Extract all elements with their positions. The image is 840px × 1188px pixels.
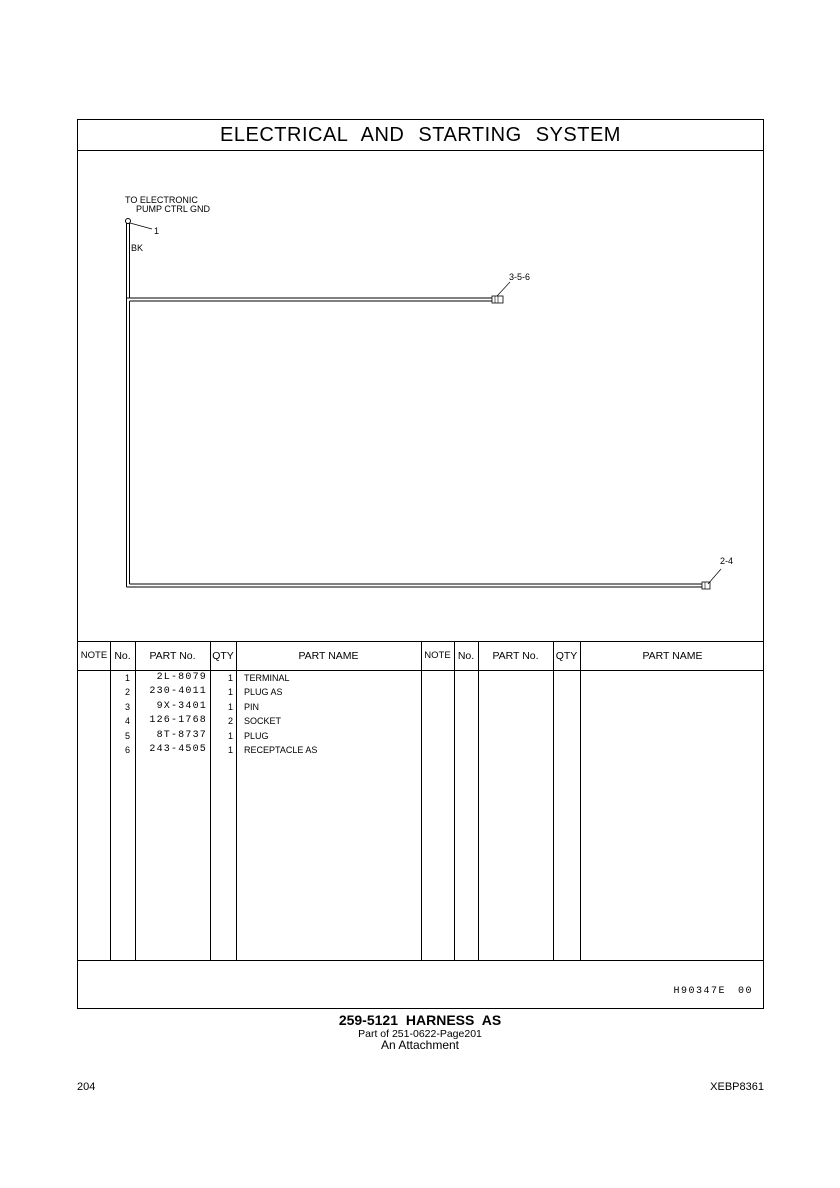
caption-attachment: An Attachment: [380, 1038, 460, 1052]
parts-sheet-frame: [77, 119, 764, 1009]
harness-diagram: [78, 150, 763, 641]
revision-number: 00: [737, 986, 753, 997]
harness-wire: [127, 223, 703, 587]
terminal-ring: [126, 219, 131, 224]
header-no: No.: [114, 650, 131, 662]
leader-24: [708, 569, 721, 584]
header-qty-right: QTY: [555, 650, 578, 662]
illustration-code: [673, 986, 753, 997]
page-title: ELECTRICAL AND STARTING SYSTEM: [78, 120, 763, 151]
header-no-right: No.: [457, 650, 475, 662]
page-number: 204: [77, 1081, 96, 1093]
document-id: XEBP8361: [710, 1081, 764, 1093]
destination-callout: [125, 196, 210, 214]
header-part-name: PART NAME: [298, 650, 359, 662]
header-note: NOTE: [80, 650, 108, 661]
callout-24: 2-4: [720, 556, 734, 566]
illustration-number: H90347E: [673, 986, 726, 997]
header-note-right: NOTE: [424, 650, 451, 661]
leader-356: [497, 282, 510, 296]
caption-title: 259-5121 HARNESS AS: [338, 1012, 502, 1028]
harness-drawing: [78, 150, 765, 641]
wire-color-label: BK: [131, 243, 144, 253]
header-part-name-right: PART NAME: [642, 650, 703, 662]
connector-356: [492, 296, 503, 303]
callout-1: 1: [154, 226, 160, 236]
callout-356: 3-5-6: [509, 272, 531, 282]
destination-line-2: PUMP CTRL GND: [136, 204, 211, 214]
header-part-no-right: PART No.: [492, 650, 539, 662]
leader-1: [130, 223, 152, 229]
header-qty: QTY: [212, 650, 234, 662]
header-part-no: PART No.: [149, 650, 196, 662]
parts-list-table: NOTE No. PART No. QTY PART NAME NOTE No. PART No. QTY PART NAME 1 2L-8079 1 TERMINAL 2 230-4011 1 PLUG AS 3 9X-3401 1 PIN 4 126-1768 2 SOCKET 5 8T-8737 1 PLUG 6 243-4505 1 RECEPTACLE AS: [78, 641, 763, 961]
destination-line-1: TO ELECTRONIC: [125, 195, 198, 205]
caption-part-of: Part of 251-0622-Page201: [358, 1028, 482, 1040]
